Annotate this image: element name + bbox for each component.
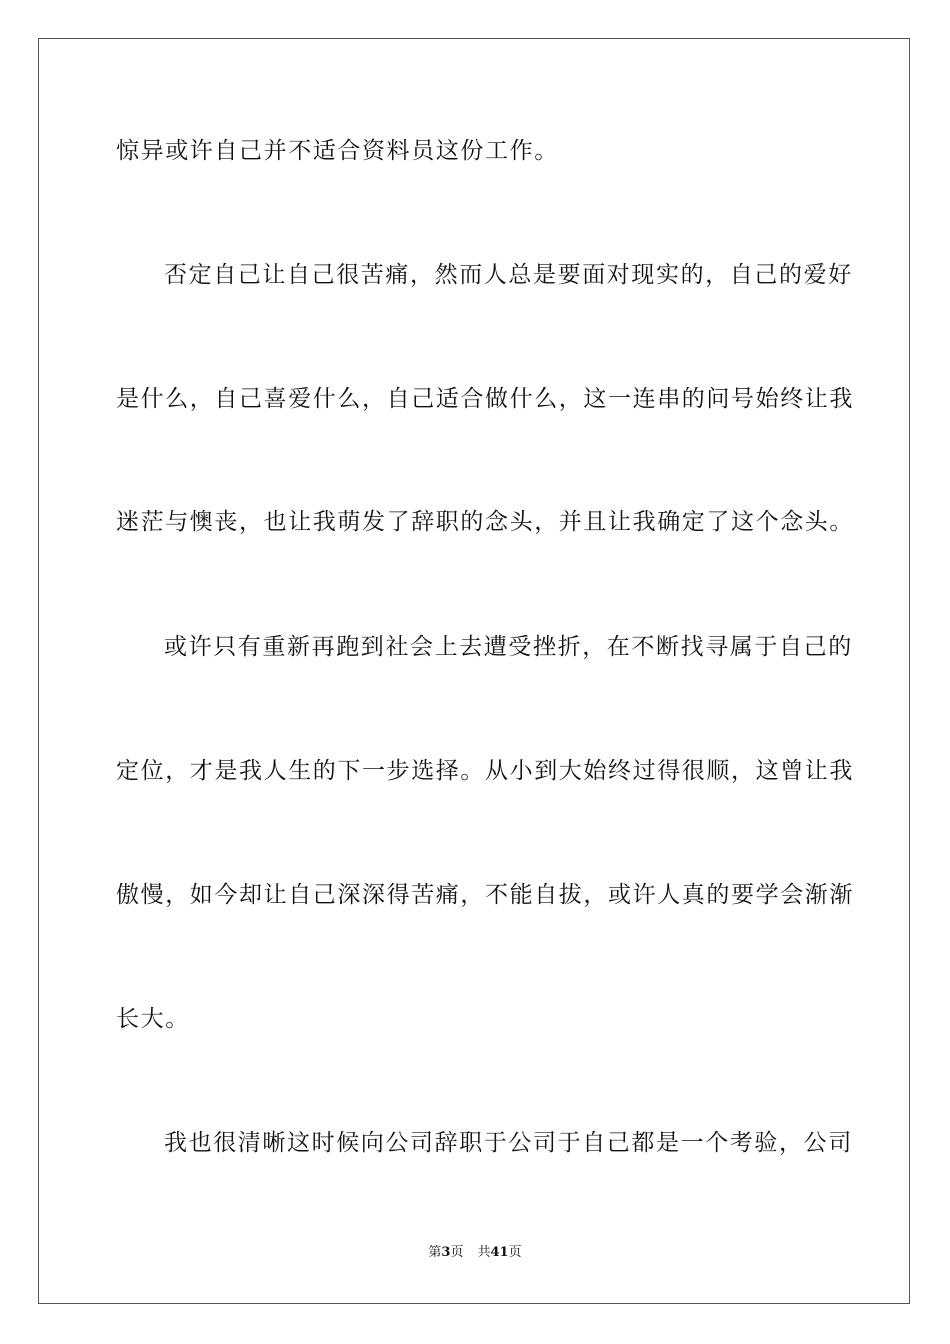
paragraph-first-line: 否定自己让自己很苦痛，然而人总是要面对现实的，自己的爱好 bbox=[164, 262, 853, 288]
text-line: 惊异或许自己并不适合资料员这份工作。 bbox=[116, 138, 559, 164]
total-suffix: 页 bbox=[508, 1245, 522, 1260]
paragraph-first-line: 或许只有重新再跑到社会上去遭受挫折，在不断找寻属于自己的 bbox=[164, 634, 853, 660]
page-footer bbox=[0, 1244, 950, 1262]
text-line: 傲慢，如今却让自己深深得苦痛，不能自拔，或许人真的要学会渐渐 bbox=[116, 882, 854, 908]
total-pages: 41 bbox=[490, 1245, 509, 1260]
page-prefix: 第 bbox=[428, 1245, 442, 1260]
page-border bbox=[38, 38, 910, 1304]
total-prefix: 共 bbox=[477, 1245, 491, 1260]
paragraph-first-line: 我也很清晰这时候向公司辞职于公司于自己都是一个考验，公司 bbox=[164, 1130, 853, 1156]
text-line: 定位，才是我人生的下一步选择。从小到大始终过得很顺，这曾让我 bbox=[116, 758, 854, 784]
page-suffix: 页 bbox=[450, 1245, 464, 1260]
text-line: 长大。 bbox=[116, 1006, 190, 1032]
text-line: 是什么，自己喜爱什么，自己适合做什么，这一连串的问号始终让我 bbox=[116, 386, 854, 412]
page-number: 3 bbox=[441, 1245, 451, 1260]
text-line: 迷茫与懊丧，也让我萌发了辞职的念头，并且让我确定了这个念头。 bbox=[116, 509, 854, 535]
